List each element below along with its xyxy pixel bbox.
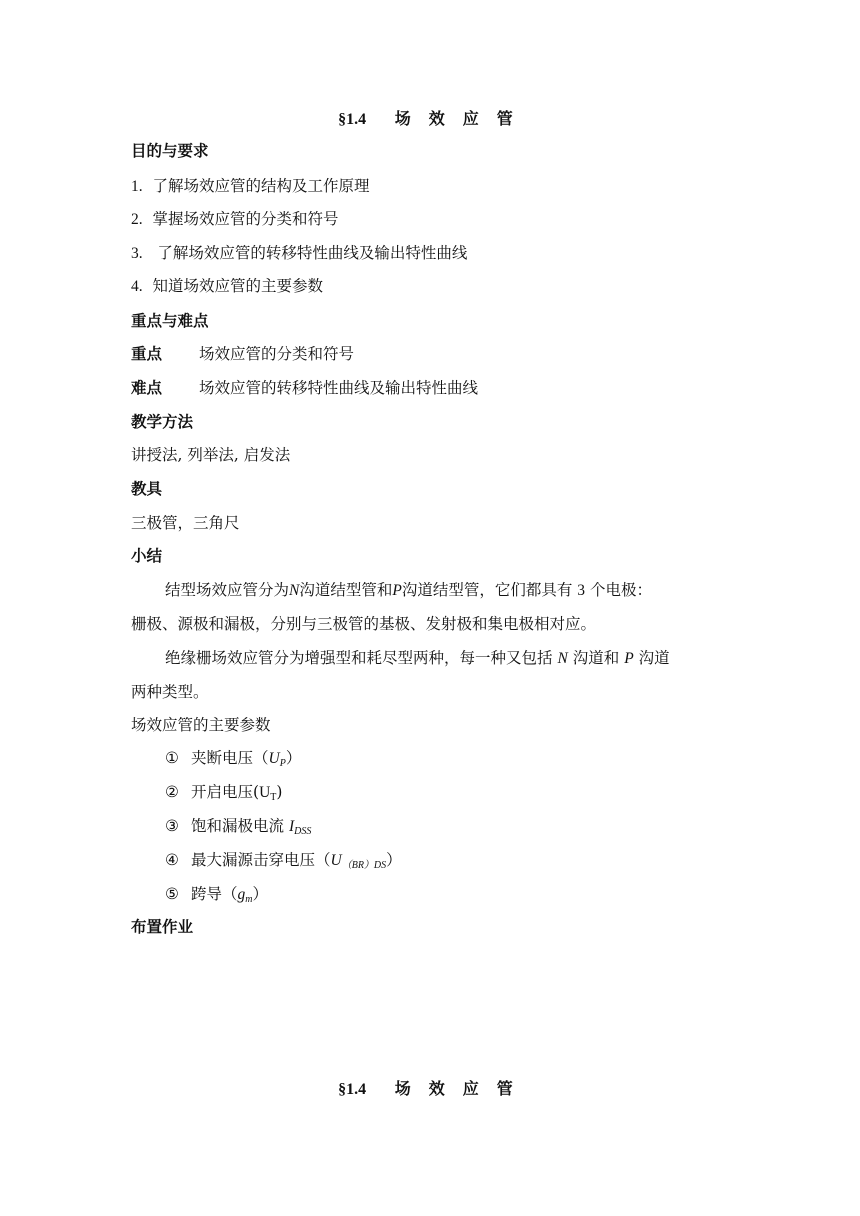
title-char: 场 — [394, 1079, 411, 1098]
circled-number: ① — [165, 749, 179, 767]
circled-number: ④ — [165, 851, 179, 869]
param-item: ⑤ 跨导$(g_m)$ — [165, 885, 269, 905]
param-item: ① 夹断电压$(U_P)$ — [165, 749, 302, 769]
param-item: ② 开启电压$(U_T)$ — [165, 783, 283, 803]
params-heading: 场效应管的主要参数 — [131, 716, 271, 734]
objective-item: 2. 掌握场效应管的分类和符号 — [131, 210, 339, 228]
focus-text: 场效应管的分类和符号 — [199, 345, 355, 363]
homework-heading: 布置作业 — [131, 918, 194, 936]
summary-paragraph-2-line-2: 两种类型。 — [131, 683, 209, 701]
objective-item: 1. 了解场效应管的结构及工作原理 — [131, 177, 370, 195]
title-char: 效 — [428, 1079, 445, 1098]
method-text: 讲授法, 列举法, 启发法 — [131, 446, 291, 464]
title-char: 管 — [496, 109, 513, 128]
title-char: 效 — [428, 109, 445, 128]
summary-paragraph-2-line-1: 绝缘栅场效应管分为增强型和耗尽型两种，每一种又包括 N 沟道和 P 沟道 — [165, 649, 670, 667]
objectives-heading: 目的与要求 — [131, 142, 209, 160]
footer-title — [0, 1076, 860, 1099]
method-heading: 教学方法 — [131, 413, 194, 431]
objective-item: 3. 了解场效应管的转移特性曲线及输出特性曲线 — [131, 244, 468, 262]
summary-heading: 小结 — [131, 547, 163, 565]
difficulty-label: 难点 — [131, 379, 163, 397]
circled-number: ② — [165, 783, 179, 801]
title-char: 应 — [462, 1079, 479, 1098]
key-points-heading: 重点与难点 — [131, 312, 209, 330]
objective-item: 4. 知道场效应管的主要参数 — [131, 277, 323, 295]
focus-label: 重点 — [131, 345, 163, 363]
difficulty-text: 场效应管的转移特性曲线及输出特性曲线 — [199, 379, 479, 397]
summary-paragraph-1-line-1: 结型场效应管分为N沟道结型管和P沟道结型管，它们都具有 3 个电极： — [165, 581, 652, 599]
section-number: §1.4 — [338, 1081, 367, 1098]
summary-paragraph-1-line-2: 栅极、源极和漏极，分别与三极管的基极、发射极和集电极相对应。 — [131, 615, 597, 633]
tools-text: 三极管，三角尺 — [131, 514, 240, 532]
section-number: §1.4 — [338, 111, 367, 128]
param-item: ③ 饱和漏极电流 $I_{DSS}$ — [165, 817, 312, 837]
circled-number: ⑤ — [165, 885, 179, 903]
focus-line — [131, 342, 354, 364]
page-title — [0, 106, 860, 129]
difficulty-line — [131, 376, 478, 398]
title-char: 管 — [496, 1079, 513, 1098]
circled-number: ③ — [165, 817, 179, 835]
title-char: 应 — [462, 109, 479, 128]
param-item: ④ 最大漏源击穿电压$(U_{(BR)DS})$ — [165, 851, 402, 871]
title-char: 场 — [394, 109, 411, 128]
tools-heading: 教具 — [131, 480, 163, 498]
